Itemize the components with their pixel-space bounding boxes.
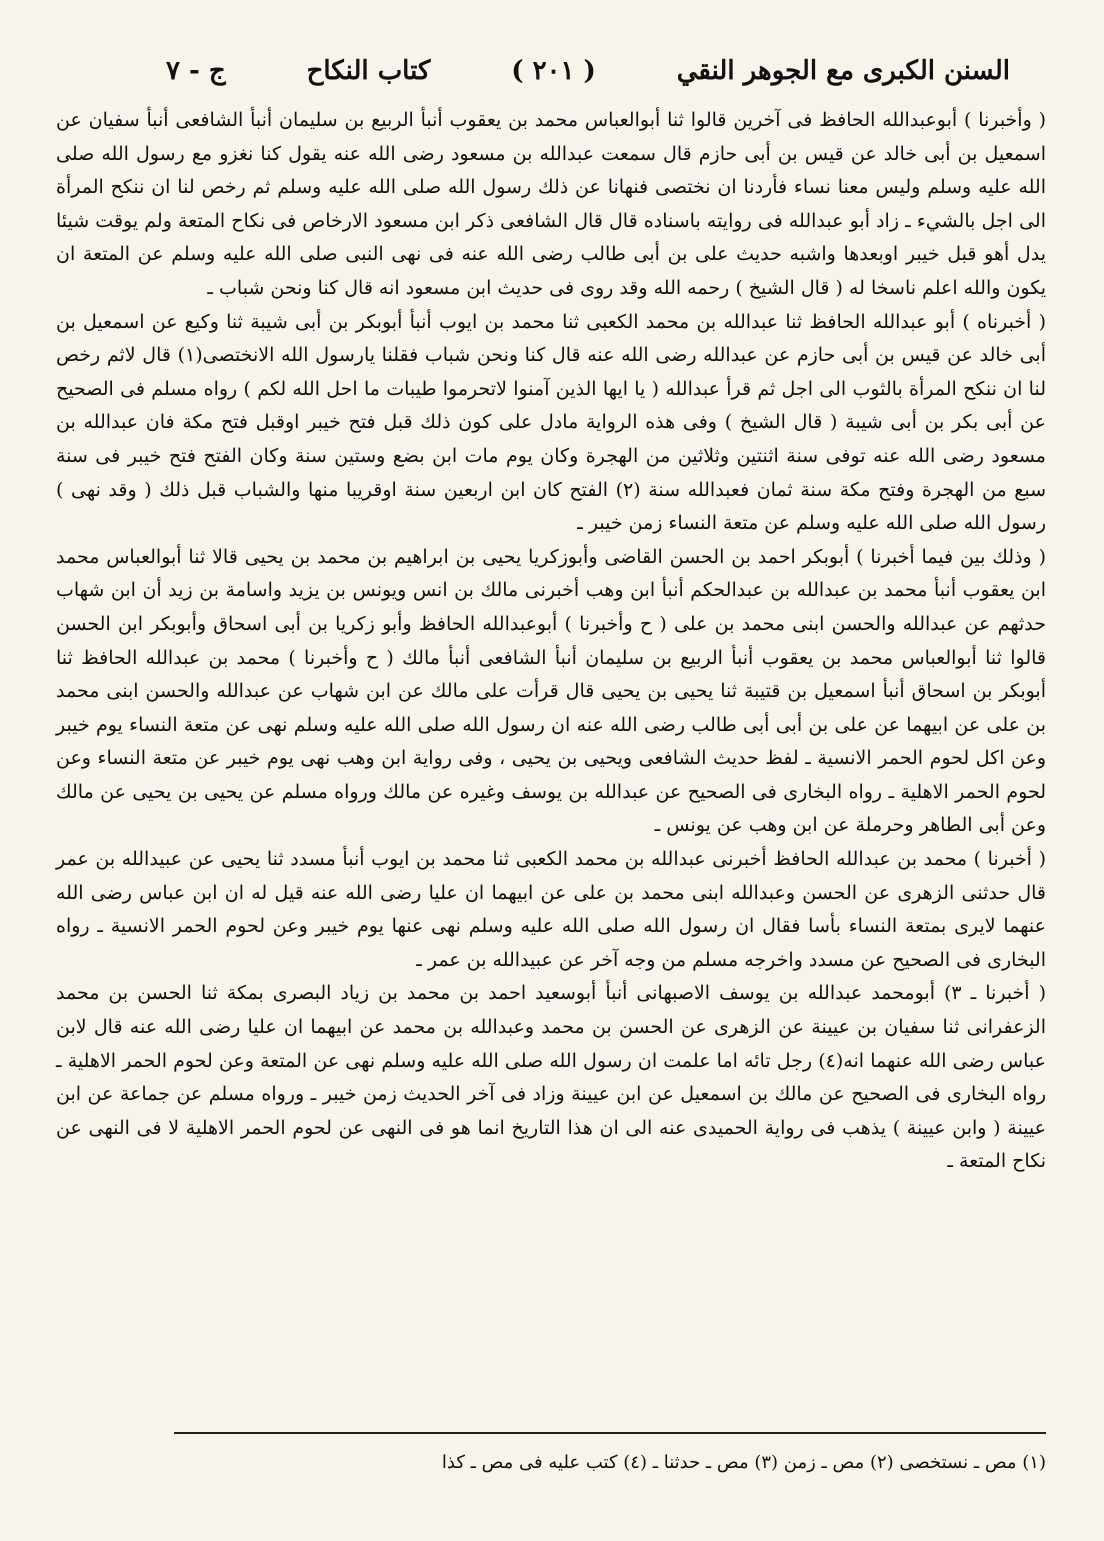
paragraph-5: ( أخبرنا ـ ٣) أبومحمد عبدالله بن يوسف الاصبهانى أنبأ أبوسعيد احمد بن محمد بن زياد البصرى بمكة ثنا الحسن بن محمد الزعفرانى ثنا سفيان بن عيينة عن الزهرى عن الحسن بن محمد وعبدالله بن محمد عن ابيهما ان عليا رضى الله عنه قال لابن عباس رضى الله عنهما انه(٤) رجل تائه اما علمت ان رسول الله صلى الله عليه وسلم نهى عن المتعة وعن لحوم الحمر الاهلية ـ رواه البخارى فى الصحيح عن مالك بن اسمعيل عن ابن عيينة وزاد فى آخر الحديث زمن خيبر ـ ورواه مسلم عن جماعة عن ابن عيينة ( وابن عيينة ) يذهب فى رواية الحميدى عنه الى ان هذا التاريخ انما هو فى النهى عن لحوم الحمر الاهلية لا فى النهى عن نكاح المتعة ـ: [56, 982, 1047, 1173]
paragraph-1: ( وأخبرنا ) أبوعبدالله الحافظ فى آخرين قالوا ثنا أبوالعباس محمد بن يعقوب أنبأ الربيع بن سليمان أنبأ الشافعى أنبأ سفيان عن اسمعيل بن أبى خالد عن قيس بن أبى حازم قال سمعت عبدالله بن مسعود رضى الله عنه يقول كنا نغزو مع رسول الله صلى الله عليه وسلم وليس معنا نساء فأردنا ان نختصى فنهانا عن ذلك رسول الله صلى الله عليه وسلم ثم رخص لنا ان ننكح المرأة الى اجل بالشيء ـ زاد أبو عبدالله فى روايته باسناده قال قال الشافعى ذكر ابن مسعود الارخاص فى نكاح المتعة ولم يوقت شيئا يدل أهو قبل خيبر اوبعدها واشبه حديث على بن أبى طالب رضى الله عنه فى نهى النبى صلى الله عليه وسلم عن المتعة ان يكون والله اعلم ناسخا له ( قال الشيخ ) رحمه الله وقد روى فى حديث ابن مسعود انه قال كنا ونحن شباب ـ: [56, 109, 1046, 299]
running-header: [56, 56, 1046, 104]
paragraph-2: ( أخبرناه ) أبو عبدالله الحافظ ثنا عبدالله بن محمد الكعبى ثنا محمد بن ايوب أنبأ أبوبكر بن أبى شيبة ثنا وكيع عن اسمعيل بن أبى خالد عن قيس بن أبى حازم عن عبدالله رضى الله عنه قال كنا ونحن شباب فقلنا يارسول الله الانختصى(١) قال لاثم رخص لنا ان ننكح المرأة بالثوب الى اجل ثم قرأ عبدالله ( يا ايها الذين آمنوا لاتحرموا طيبات ما احل الله لكم ) رواه مسلم فى الصحيح عن أبى بكر بن أبى شيبة ( قال الشيخ ) وفى هذه الرواية مادل على كون ذلك قبل فتح خيبر اوقبل فتح مكة فان عبدالله بن مسعود رضى الله عنه توفى سنة اثنتين وثلاثين من الهجرة وكان يوم مات ابن بضع وستين سنة وكان الفتح فتح خيبر فى سنة سبع من الهجرة وفتح مكة سنة ثمان فعبدالله سنة (٢) الفتح كان ابن اربعين سنة اوقريبا منها والشباب قبل ذلك ( وقد نهى ) رسول الله صلى الله عليه وسلم عن متعة النساء زمن خيبر ـ: [56, 310, 1046, 535]
book-title: السنن الكبرى مع الجوهر النقي: [676, 56, 1010, 86]
footnotes: (١) مص ـ نستخصى (٢) مص ـ زمن (٣) مص ـ حدثنا ـ (٤) كتب عليه فى مص ـ كذا: [441, 1452, 1046, 1473]
chapter-title: كتاب النكاح: [306, 56, 431, 86]
paragraph-4: ( أخبرنا ) محمد بن عبدالله الحافظ أخبرنى عبدالله بن محمد الكعبى ثنا محمد بن ايوب أنبأ مسدد ثنا يحيى عن عبيدالله بن عمر قال حدثنى الزهرى عن الحسن وعبدالله ابنى محمد بن على عن ابيهما ان عليا رضى الله عنه قيل له ان ابن عباس رضى الله عنهما لايرى بمتعة النساء بأسا فقال ان رسول الله صلى الله عليه وسلم نهى عنها يوم خيبر وعن لحوم الحمر الانسية ـ رواه البخارى فى الصحيح عن مسدد واخرجه مسلم من وجه آخر عن عبيدالله بن عمر ـ: [56, 848, 1046, 971]
main-text: [56, 104, 1046, 1179]
volume-number: ج - ٧: [166, 56, 226, 86]
paragraph-3: ( وذلك بين فيما أخبرنا ) أبوبكر احمد بن الحسن القاضى وأبوزكريا يحيى بن ابراهيم بن محمد بن يحيى قالا ثنا أبوالعباس محمد ابن يعقوب أنبأ محمد بن عبدالله بن عبدالحكم أنبأ ابن وهب أخبرنى مالك بن انس ويونس بن يزيد واسامة بن زيد أن ابن شهاب حدثهم عن عبدالله والحسن ابنى محمد بن على ( ح وأخبرنا ) أبوعبدالله الحافظ وأبو زكريا بن أبى اسحاق وأبوبكر ابن الحسن قالوا ثنا أبوالعباس محمد بن يعقوب أنبأ الربيع بن سليمان أنبأ الشافعى أنبأ مالك ( ح وأخبرنا ) محمد بن عبدالله الحافظ ثنا أبوبكر بن اسحاق أنبأ اسمعيل بن قتيبة ثنا يحيى بن يحيى قال قرأت على مالك عن ابن شهاب عن عبدالله والحسن ابنى محمد بن على عن ابيهما عن على بن أبى أبى طالب رضى الله عنه ان رسول الله صلى الله عليه وسلم نهى عن متعة النساء يوم خيبر وعن اكل لحوم الحمر الانسية ـ لفظ حديث الشافعى ويحيى بن يحيى ، وفى رواية ابن وهب نهى يوم خيبر عن متعة النساء وعن لحوم الحمر الاهلية ـ رواه البخارى فى الصحيح عن عبدالله بن يوسف وغيره عن مالك ورواه مسلم عن يحيى بن يحيى عن مالك وعن أبى الطاهر وحرملة عن ابن وهب عن يونس ـ: [56, 545, 1046, 837]
footnote-divider: [174, 1432, 1046, 1434]
page-number: ( ٢٠١ ): [511, 56, 596, 86]
